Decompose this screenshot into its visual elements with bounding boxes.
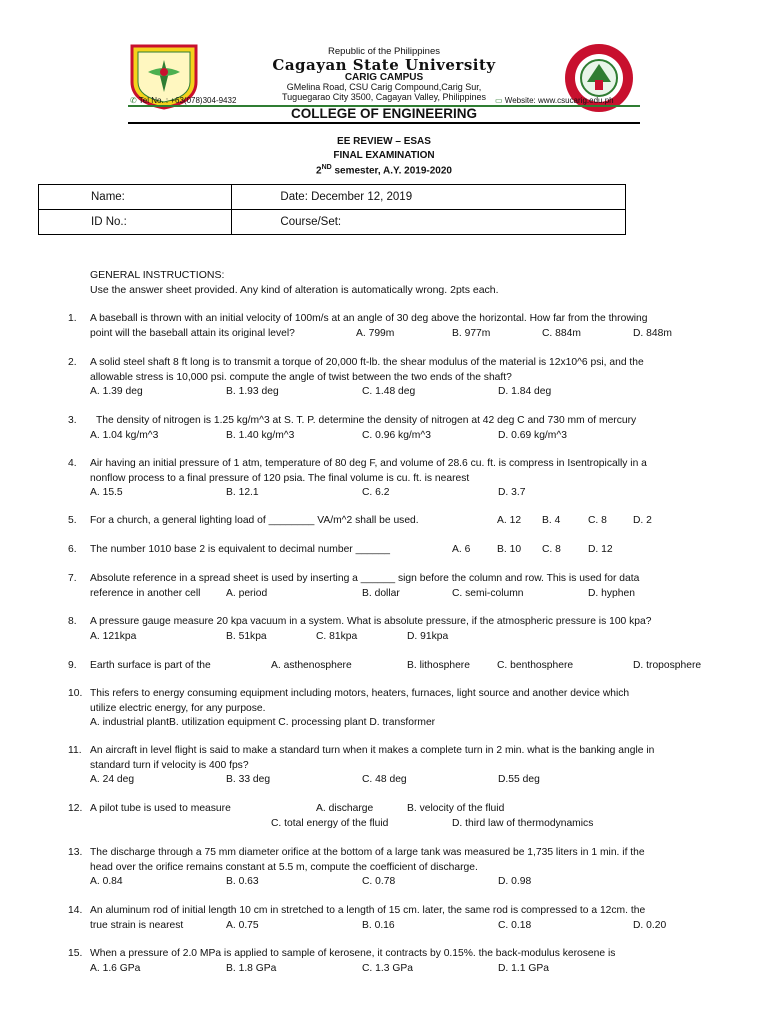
question-15: 15. When a pressure of 2.0 MPa is applied to sample of kerosene, it contracts by 0.15%. the back-modulus kerosene is A. 1.6 GPa B. 1.8 GPa C. 1.3 GPa D. 1.1 GPa xyxy=(68,948,616,974)
university-name: Cagayan State University xyxy=(272,56,496,74)
address-line-2: Tuguegarao City 3500, Cagayan Valley, Philippines xyxy=(282,92,486,102)
question-4: 4. Air having an initial pressure of 1 atm, temperature of 80 deg F, and volume of 28.6 cu. ft. is compress in Isentropically in a nonflow process to a final pressure of 120 psia. The final volume is cu. ft. is nearest A. 15.5 B. 12.1 C. 6.2 D. 3.7 xyxy=(68,458,647,498)
question-14: 14. An aluminum rod of initial length 10 cm in stretched to a length of 15 cm. later, the same rod is compressed to a 12cm. the true strain is nearest A. 0.75 B. 0.16 C. 0.18 D. 0.20 xyxy=(68,905,667,931)
website: ▭ Website: www.csucarig.edu.ph xyxy=(495,96,614,105)
instructions-title: GENERAL INSTRUCTIONS: xyxy=(90,269,225,281)
question-9: 9. Earth surface is part of the A. asthenosphere B. lithosphere C. benthosphere D. troposphere xyxy=(68,660,702,671)
phone-icon: ✆ xyxy=(130,96,137,105)
question-11: 11. An aircraft in level flight is said to make a standard turn when it makes a complete turn in 2 min. what is the banking angle in standard turn if velocity is 400 fps? A. 24 deg B. 33 deg C. 48 deg D.55 deg xyxy=(68,745,655,785)
telephone: ✆ Tel No. : +63(078)304-9432 xyxy=(130,96,237,105)
exam-course: EE REVIEW – ESAS xyxy=(337,136,431,147)
question-3: 3. The density of nitrogen is 1.25 kg/m^3 at S. T. P. determine the density of nitrogen at 42 deg C and 730 mm of mercury A. 1.04 kg/m^3 B. 1.40 kg/m^3 C. 0.96 kg/m^3 D. 0.69 kg/m^3 xyxy=(68,415,637,441)
question-6: 6. The number 1010 base 2 is equivalent to decimal number ______ A. 6 B. 10 C. 8 D. 12 xyxy=(68,544,613,555)
question-7: 7. Absolute reference in a spread sheet is used by inserting a ______ sign before the column and row. This is used for data reference in another cell A. period B. dollar C. semi-column D. hyphen xyxy=(68,573,640,599)
address-line-1: GMelina Road, CSU Carig Compound,Carig Sur, xyxy=(286,82,482,92)
question-5: 5. For a church, a general lighting load of ________ VA/m^2 shall be used. A. 12 B. 4 C. 8 D. 2 xyxy=(68,515,652,526)
question-10: 10. This refers to energy consuming equipment including motors, heaters, furnaces, light source and another device which utilize electric energy, for any purpose. A. industrial plantB. utilization equipment C. processing plant D. transformer xyxy=(68,688,630,728)
exam-title: FINAL EXAMINATION xyxy=(333,150,435,161)
college-title: COLLEGE OF ENGINEERING xyxy=(290,106,477,121)
date-field: Date: December 12, 2019 xyxy=(232,185,626,210)
question-8: 8. A pressure gauge measure 20 kpa vacuum in a system. What is absolute pressure, if the atmospheric pressure is 100 kpa? A. 121kpa B. 51kpa C. 81kpa D. 91kpa xyxy=(68,616,652,642)
id-field[interactable]: ID No.: xyxy=(39,210,232,235)
question-1: 1. A baseball is thrown with an initial velocity of 100m/s at an angle of 30 deg above the horizontal. How far from the throwing point will the baseball attain its original level? A. 799m B. 977m C. 884m D. 848m xyxy=(68,313,672,339)
question-12: 12. A pilot tube is used to measure A. discharge B. velocity of the fluid C. total energy of the fluid D. third law of thermodynamics xyxy=(68,803,594,829)
exam-semester: 2ND semester, A.Y. 2019-2020 xyxy=(316,164,452,177)
college-divider xyxy=(128,122,640,124)
question-13: 13. The discharge through a 75 mm diameter orifice at the bottom of a large tank was measured be 1,735 liters in 1 min. if the head over the orifice remains constant at 5.5 m, compute the coefficient of discharge. A. 0.84 B. 0.63 C. 0.78 D. 0.98 xyxy=(68,847,645,887)
course-field[interactable]: Course/Set: xyxy=(232,210,626,235)
instructions-text: Use the answer sheet provided. Any kind of alteration is automatically wrong. 2pts each. xyxy=(90,284,499,296)
name-field[interactable]: Name: xyxy=(39,185,232,210)
student-info-table xyxy=(38,184,626,235)
monitor-icon: ▭ xyxy=(495,96,503,105)
campus-name: CARIG CAMPUS xyxy=(344,72,424,83)
republic-line: Republic of the Philippines xyxy=(328,46,440,57)
question-2: 2. A solid steel shaft 8 ft long is to transmit a torque of 20,000 ft-lb. the shear modulus of the material is 12x10^6 psi, and the allowable stress is 10,000 psi. compute the angle of twist between the two ends of the shaft? A. 1.39 deg B. 1.93 deg C. 1.48 deg D. 1.84 deg xyxy=(68,357,644,397)
